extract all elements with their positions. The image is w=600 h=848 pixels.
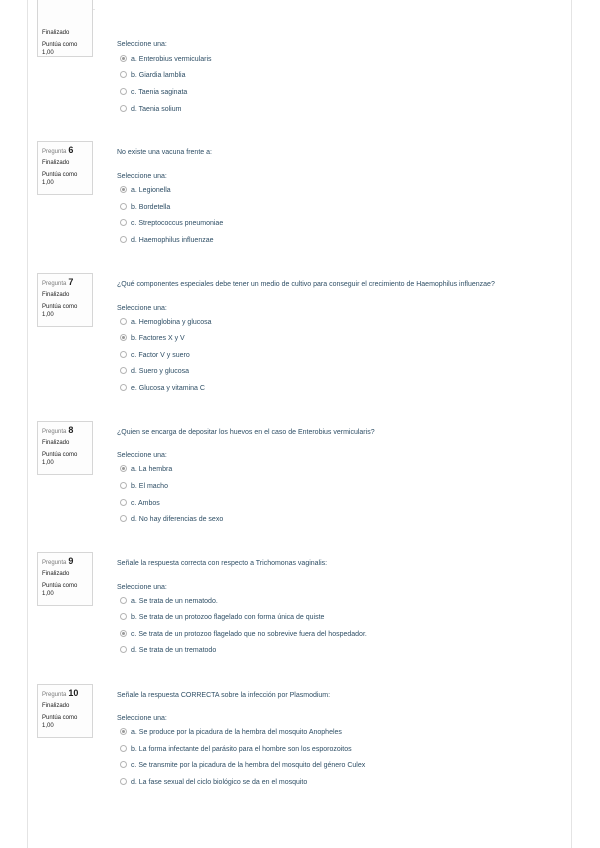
question-state: Finalizado xyxy=(42,440,70,446)
question-label: Pregunta 10 xyxy=(42,688,79,698)
question-info-10 xyxy=(37,684,93,738)
answer-option[interactable]: d. La fase sexual del ciclo biológico se da en el mosquito xyxy=(120,778,307,788)
question-grade-value: 1,00 xyxy=(42,312,54,318)
answer-option[interactable]: b. Se trata de un protozoo flagelado con forma única de quiste xyxy=(120,613,324,623)
radio-icon[interactable] xyxy=(120,236,127,243)
radio-selected-icon[interactable] xyxy=(120,728,127,735)
question-number: 8 xyxy=(68,425,74,435)
radio-icon[interactable] xyxy=(120,88,127,95)
question-grade-value: 1,00 xyxy=(42,180,54,186)
answer-option[interactable]: c. Se trata de un protozoo flagelado que no sobrevive fuera del hospedador. xyxy=(120,630,367,640)
answer-option[interactable]: b. Giardia lamblia xyxy=(120,71,185,81)
select-one-prompt: Seleccione una: xyxy=(117,715,167,722)
question-grade-label: Puntúa como xyxy=(42,452,78,458)
question-number: 6 xyxy=(68,145,74,155)
question-info-8 xyxy=(37,421,93,475)
radio-selected-icon[interactable] xyxy=(120,186,127,193)
answer-option[interactable]: a. Enterobius vermicularis xyxy=(120,55,212,65)
page-frame xyxy=(27,0,572,848)
question-number: 10 xyxy=(68,688,79,698)
radio-icon[interactable] xyxy=(120,71,127,78)
question-number: 9 xyxy=(68,556,74,566)
radio-icon[interactable] xyxy=(120,499,127,506)
question-state: Finalizado xyxy=(42,703,70,709)
question-state: Finalizado xyxy=(42,571,70,577)
question-state: Finalizado xyxy=(42,160,70,166)
question-text: Señale la respuesta correcta con respecto a Trichomonas vaginalis: xyxy=(117,560,328,567)
radio-icon[interactable] xyxy=(120,384,127,391)
question-text: ¿Qué componentes especiales debe tener un medio de cultivo para conseguir el crecimiento de Haemophilus influenzae? xyxy=(117,281,495,288)
question-grade-label: Puntúa como xyxy=(42,583,78,589)
answer-option[interactable]: a. Se produce por la picadura de la hembra del mosquito Anopheles xyxy=(120,728,342,738)
answer-option[interactable]: d. Suero y glucosa xyxy=(120,367,189,377)
radio-icon[interactable] xyxy=(120,745,127,752)
question-text: No existe una vacuna frente a: xyxy=(117,149,212,156)
radio-icon[interactable] xyxy=(120,515,127,522)
radio-selected-icon[interactable] xyxy=(120,465,127,472)
answer-option[interactable]: d. No hay diferencias de sexo xyxy=(120,515,223,525)
question-grade-value: 1,00 xyxy=(42,591,54,597)
answer-option[interactable]: c. Streptococcus pneumoniae xyxy=(120,219,223,229)
question-label: Pregunta 9 xyxy=(42,556,74,566)
question-grade-label: Puntúa como xyxy=(42,172,78,178)
question-info-7 xyxy=(37,273,93,327)
radio-icon[interactable] xyxy=(120,761,127,768)
radio-icon[interactable] xyxy=(120,646,127,653)
question-grade-value: 1,00 xyxy=(42,460,54,466)
question-info-9 xyxy=(37,552,93,606)
answer-option[interactable]: b. Bordetella xyxy=(120,203,170,213)
answer-option[interactable]: d. Se trata de un trematodo xyxy=(120,646,216,656)
radio-selected-icon[interactable] xyxy=(120,55,127,62)
radio-selected-icon[interactable] xyxy=(120,334,127,341)
select-one-prompt: Seleccione una: xyxy=(117,452,167,459)
radio-icon[interactable] xyxy=(120,318,127,325)
answer-option[interactable]: d. Haemophilus influenzae xyxy=(120,236,214,246)
answer-option[interactable]: b. La forma infectante del parásito para el hombre son los esporozoitos xyxy=(120,745,352,755)
answer-option[interactable]: a. Se trata de un nematodo. xyxy=(120,597,218,607)
question-grade-label: Puntúa como xyxy=(42,42,78,48)
question-label: Pregunta 7 xyxy=(42,277,74,287)
radio-icon[interactable] xyxy=(120,219,127,226)
answer-option[interactable]: b. El macho xyxy=(120,482,168,492)
radio-selected-icon[interactable] xyxy=(120,630,127,637)
question-text: ¿Quien se encarga de depositar los huevos en el caso de Enterobius vermicularis? xyxy=(117,429,375,436)
answer-option[interactable]: a. La hembra xyxy=(120,465,172,475)
radio-icon[interactable] xyxy=(120,778,127,785)
radio-icon[interactable] xyxy=(120,597,127,604)
radio-icon[interactable] xyxy=(120,482,127,489)
question-grade-value: 1,00 xyxy=(42,50,54,56)
question-grade-value: 1,00 xyxy=(42,723,54,729)
question-label: Pregunta 8 xyxy=(42,425,74,435)
select-one-prompt: Seleccione una: xyxy=(117,173,167,180)
select-one-prompt: Seleccione una: xyxy=(117,41,167,48)
radio-icon[interactable] xyxy=(120,367,127,374)
question-state: Finalizado xyxy=(42,292,70,298)
answer-option[interactable]: c. Se transmite por la picadura de la hembra del mosquito del género Culex xyxy=(120,761,365,771)
answer-option[interactable]: b. Factores X y V xyxy=(120,334,185,344)
answer-option[interactable]: e. Glucosa y vitamina C xyxy=(120,384,205,394)
question-grade-label: Puntúa como xyxy=(42,715,78,721)
answer-option[interactable]: c. Ambos xyxy=(120,499,160,509)
answer-option[interactable]: a. Hemoglobina y glucosa xyxy=(120,318,212,328)
radio-icon[interactable] xyxy=(120,203,127,210)
question-info-6 xyxy=(37,141,93,195)
question-state: Finalizado xyxy=(42,30,70,36)
answer-option[interactable]: a. Legionella xyxy=(120,186,171,196)
question-info-5 xyxy=(37,0,93,57)
question-grade-label: Puntúa como xyxy=(42,304,78,310)
answer-option[interactable]: c. Taenia saginata xyxy=(120,88,187,98)
question-text: Señale la respuesta CORRECTA sobre la infección por Plasmodium: xyxy=(117,692,331,699)
question-label: Pregunta 6 xyxy=(42,145,74,155)
radio-icon[interactable] xyxy=(120,105,127,112)
answer-option[interactable]: c. Factor V y suero xyxy=(120,351,190,361)
select-one-prompt: Seleccione una: xyxy=(117,584,167,591)
select-one-prompt: Seleccione una: xyxy=(117,305,167,312)
radio-icon[interactable] xyxy=(120,613,127,620)
radio-icon[interactable] xyxy=(120,351,127,358)
answer-option[interactable]: d. Taenia solium xyxy=(120,105,181,115)
question-number: 7 xyxy=(68,277,74,287)
